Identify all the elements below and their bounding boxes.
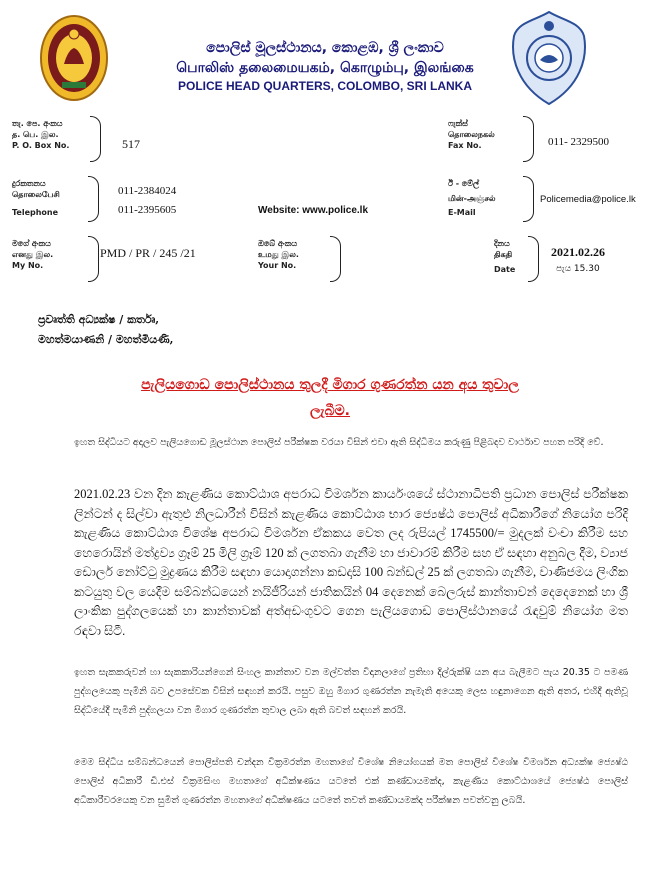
email-label-si: ඊ - මේල් — [448, 179, 480, 188]
yourno-labels — [258, 238, 299, 271]
fax-value: 011- 2329500 — [548, 136, 610, 148]
myno-labels — [12, 238, 53, 271]
pobox-label-si: තැ. පෙ. අංකය — [12, 119, 63, 128]
telephone-bracket — [88, 176, 99, 222]
myno-value: PMD / PR / 245 /21 — [100, 246, 196, 260]
fax-label-ta: தொலைநகல் — [448, 130, 495, 139]
email-bracket — [523, 176, 534, 222]
telephone-value-1: 011-2384024 — [118, 185, 177, 197]
email-label-en: E-Mail — [448, 208, 476, 217]
yourno-label-en: Your No. — [258, 261, 297, 270]
telephone-value-2: 011-2395605 — [118, 204, 177, 216]
email-label-ta: மின்-அஞ்சல் — [448, 194, 496, 203]
telephone-label-en: Telephone — [12, 208, 59, 217]
pobox-value: 517 — [122, 137, 140, 151]
header-tamil: பொலிஸ் தலைமையகம், கொழும்பு, இலங்கை — [176, 60, 474, 76]
date-label-en: Date — [494, 265, 516, 274]
website-text: Website: www.police.lk — [258, 205, 369, 216]
date-value: 2021.02.26 — [551, 245, 605, 259]
title-line-1: පැලියගොඩ පොලිස්ථානය තුලදී මිගාර ගුණරත්න යන අය තුවාල — [141, 377, 519, 393]
myno-label-si: මගේ අංකය — [12, 239, 51, 248]
paragraph-1: ඉහත සිද්ධියට අදාලව පැලියගොඩ මූලස්ථාන පොලිස් පරීක්ෂක වරයා විසින් එවා ඇති සිද්ධිමය කරුණු පිළිබදව වාර්ථාව පහත පරිදි වේ. — [74, 437, 604, 448]
myno-label-ta: எனது இல. — [12, 250, 54, 259]
paragraph-2: 2021.02.23 වන දින කැළණිය කොට්ඨාශ අපරාධ විමර්ශන කාර්යංශයේ ස්ථානාධිපති ප්‍රධාන පොලිස් පරීක්ෂක ලින්ටන් ද සිල්වා ඇතුළු නිලධාරීන් විසින් කැළණිය කොට්ඨාශ භාර ජ්‍යෙෂ්ඨ පොලිස් අධිකාරීගේ නියෝග පරිදි කැළණිය කොට්ඨාශ විශේෂ අපරාධ විමර්ශන ඒකකය වෙත ලද රුපියල් 1745500/= මුදලක් වංචා කිරීම සහ හෙරොයින් මත්ද්‍රව්‍ය ග්‍රෑම් 25 මිලි ග්‍රෑම් 120 ක් ලගතබා ගැනීම හා ජාවාරම් කිරීම සහ ඒ සඳහා අනුබල දීම, ව්‍යාජ ඩොලර් නෝට්ටු මුද්‍රණය කිරීම සඳහා යොදාගන්නා කඩදාසි 100 බන්ඩල් 25 ක් ලගතබා ගැනීම, වාණිජමය ලිංගික කටයුතු වල යෙදීම සම්බන්ධයෙන් නයිජීරියන් ජාතිකයින් 04 දෙනෙක් බෙලරුස් කාන්තාවන් දෙදෙනෙක් හා ශ්‍රී ලාංකික පුද්ගලයෙක් හා කාන්තාවක් අත්අඩංගුවට ගෙන පැලියගොඩ පොලිස්ථානයේ රැඳවුම් නියෝග මත රඳවා සිටී. — [74, 487, 628, 638]
title-line-2: ලැබීම. — [310, 403, 350, 419]
yourno-label-ta: உமது இல. — [258, 250, 299, 259]
yourno-label-si: ඔබේ අංකය — [258, 239, 298, 248]
telephone-label-si: දුරකතනය — [12, 179, 46, 188]
email-labels — [448, 178, 496, 218]
myno-label-en: My No. — [12, 261, 44, 270]
fax-label-si: ෆැක්ස් — [448, 119, 468, 128]
telephone-labels — [12, 178, 60, 218]
date-bracket — [528, 236, 539, 282]
telephone-label-ta: தொலைபேசி — [12, 190, 60, 199]
date-time: පැය 15.30 — [556, 264, 600, 274]
pobox-bracket — [90, 116, 101, 162]
date-label-si: දිනය — [494, 239, 510, 248]
myno-bracket — [88, 236, 99, 282]
addressee-line-2: මහත්මයාණනි / මහත්මියණි, — [38, 333, 174, 346]
pobox-label-en: P. O. Box No. — [12, 141, 70, 150]
header-sinhala: පොලිස් මූලස්ථානය, කොළඹ, ශ්‍රී ලංකාව — [206, 40, 444, 56]
pobox-label-ta: த. பெ. இல. — [12, 130, 59, 139]
date-label-ta: திகதி — [494, 250, 513, 259]
document-title — [60, 372, 600, 424]
addressee-line-1: ප්‍රවෘත්ති අධ්‍යක්ෂ / කර්තෘ, — [38, 313, 160, 326]
paragraph-3: ඉහත සැකකරුවන් හා සැකකාරියන්ගෙන් සිංහල කාන්තාව වන මල්වත්ත විදානලාගේ ප්‍රතිභා දිල්රුක්ෂි යන අය බැලීමට පැය 20.35 ට පමණ පුද්ගලයෙකු පැමිනි බව උපසේවක විසින් සඳහන් කරයි. පසුව ඔහු මිගාර ගුණරත්න නැමැති අයෙකු ලෙස හඳුනාගෙන ඇති අතර, එහිදී ඇතිවූ සිද්ධියේදී පැමිනි පුද්ගලයා වන මිගාර ගුණරත්න තුවාල ලබා ඇති බවත් සඳහන් කරයි. — [74, 667, 628, 716]
yourno-bracket — [330, 236, 341, 282]
fax-bracket — [523, 116, 534, 162]
header-english: POLICE HEAD QUARTERS, COLOMBO, SRI LANKA — [177, 79, 472, 93]
pobox-labels — [12, 118, 69, 151]
date-labels — [494, 238, 515, 275]
paragraph-4: මෙම සිද්ධිය සම්බන්ධයෙන් පොලිස්පති චන්දන වික්‍රමරත්න මහතාගේ විශේෂ නියෝගයක් මත පොලිස් විශේෂ විමර්ශන අධ්‍යක්ෂ ජ්‍යෙෂ්ඨ පොලිස් අධිකාරී ඩී.එස් වික්‍රමසිංහ මහතාගේ අධීක්ෂණය යටතේ එක් කණ්ඩායමක්ද, කැළණිය කොට්ඨාශයේ ජ්‍යෙෂ්ඨ පොලිස් අධිකාරීවරයෙකු වන සුමිත් ගුණරත්න මහතාගේ අධීක්ෂණය යටතේ තවත් කණ්ඩායමක්ද පරීක්ෂන පවත්වනු ලබයි. — [74, 757, 628, 806]
fax-label-en: Fax No. — [448, 141, 482, 150]
email-value[interactable]: Policemedia@police.lk — [540, 194, 636, 205]
police-emblem — [510, 10, 588, 108]
fax-labels — [448, 118, 495, 151]
